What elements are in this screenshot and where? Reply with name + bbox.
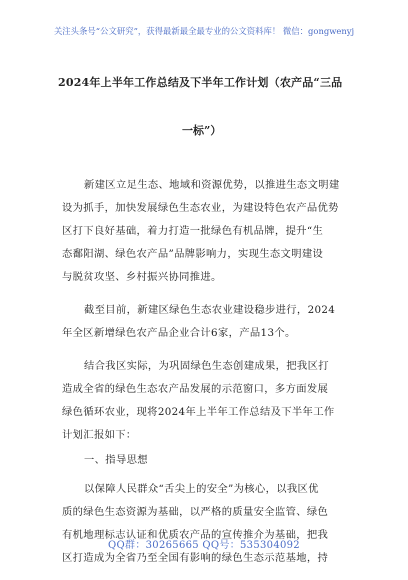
footer-contact: QQ群：30265665 QQ号：535304092 — [108, 540, 300, 551]
paragraph-line: 年全区新增绿色农产品企业合计6家，产品13个。 — [62, 327, 296, 339]
paragraph-line: 区打造成为全省乃至全国有影响的绿色生态示范基地，持 — [62, 552, 329, 564]
header-promo: 关注头条号“公文研究”，获得最新最全最专业的公文资料库！ 微信：gongwenyj — [53, 26, 355, 36]
paragraph-line: 截至目前，新建区绿色生态农业建设稳步进行，2024 — [84, 304, 336, 316]
paragraph-line: 造成全省的绿色生态农产品发展的示范窗口，多方面发展 — [62, 383, 329, 395]
paragraph-line: 区打下良好基础，着力打造一批绿色有机品牌，提升“生 — [62, 225, 324, 237]
paragraph-line: 有机地理标志认证和优质农产品的宣传推介为基础，把我 — [62, 529, 329, 541]
paragraph-line: 质的绿色生态资源为基础，以严格的质量安全监管、绿色 — [62, 506, 329, 518]
paragraph-line: 与脱贫攻坚、乡村振兴协同推进。 — [62, 271, 222, 283]
paragraph-line: 以保障人民群众“舌尖上的安全”为核心，以我区优 — [84, 483, 319, 495]
paragraph-line: 结合我区实际，为巩固绿色生态创建成果，把我区打 — [84, 360, 329, 372]
document-title-line-1: 2024年上半年工作总结及下半年工作计划（农产品“三品 — [58, 76, 343, 89]
paragraph-line: 态鄱阳湖、绿色农产品”品牌影响力，实现生态文明建设 — [62, 248, 324, 260]
paragraph-line: 绿色循环农业，现将2024年上半年工作总结及下半年工作 — [62, 406, 335, 418]
document-title-line-2: 一标”） — [182, 124, 222, 137]
paragraph-line: 新建区立足生态、地域和资源优势，以推进生态文明建 — [84, 179, 340, 191]
section-heading: 一、指导思想 — [84, 454, 148, 466]
paragraph-line: 计划汇报如下： — [62, 429, 137, 441]
paragraph-line: 设为抓手，加快发展绿色生态农业，为建设特色农产品优势 — [62, 202, 339, 214]
